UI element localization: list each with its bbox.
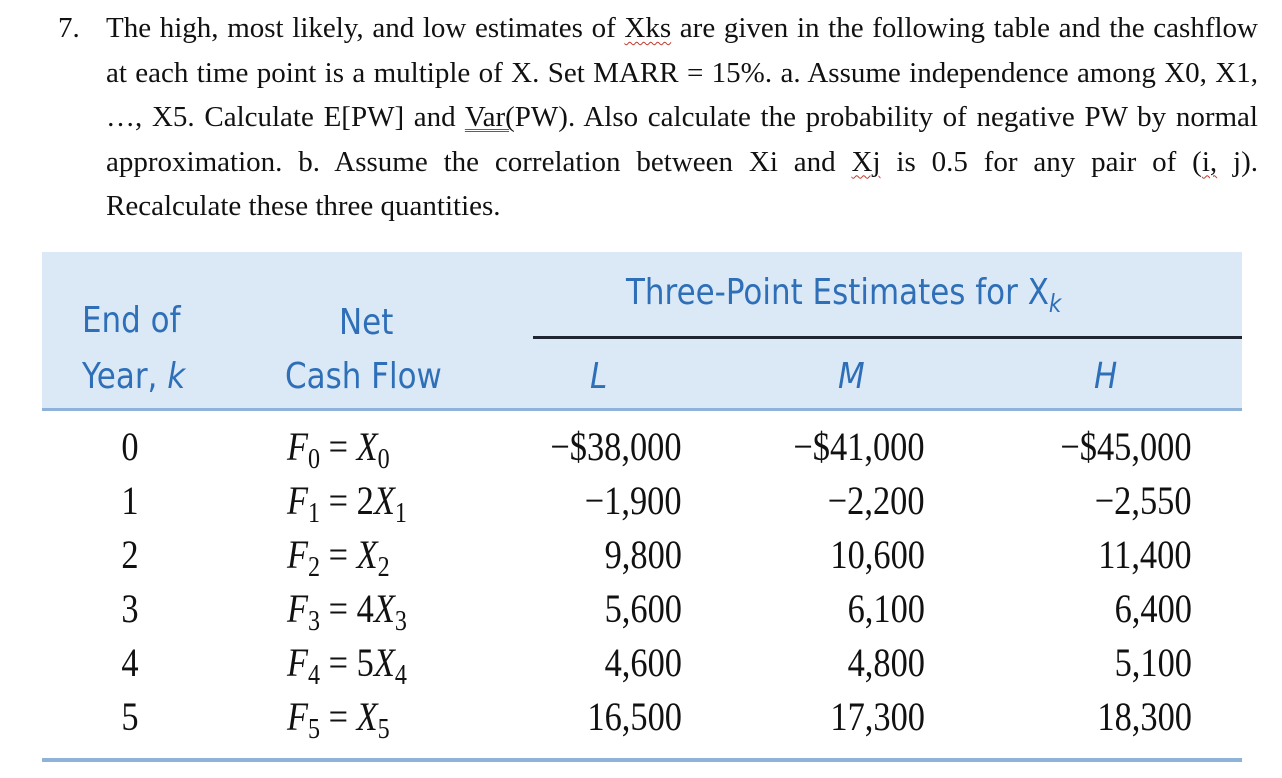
year-cell: 2 [121, 532, 139, 577]
header-col-H: H [1094, 356, 1118, 397]
year-cell: 5 [121, 694, 139, 739]
year-cell: 1 [121, 478, 139, 523]
estimate-L-cell: 9,800 [604, 532, 682, 577]
header-year-k: Year, k [82, 356, 186, 397]
estimate-H-cell: 5,100 [1114, 640, 1192, 685]
table-bottom-rule [42, 758, 1242, 762]
header-col-M: M [838, 356, 865, 397]
header-end-of: End of [82, 300, 181, 341]
estimate-H-cell: −2,550 [1095, 478, 1192, 523]
estimate-H-cell: −$45,000 [1060, 424, 1192, 469]
spellcheck-flag: Xj [851, 145, 881, 178]
estimate-L-cell: 4,600 [604, 640, 682, 685]
grammar-flag: Var( [464, 101, 515, 133]
header-group-rule [533, 336, 1242, 339]
problem-text-segment: PW). Also calculate the probability of negative PW by normal approximation. b. Assume the correlation between Xi and [106, 101, 1258, 178]
problem-text [106, 6, 1258, 229]
spellcheck-flag: Xks [624, 12, 672, 44]
cash-flow-formula: $F_4 = 5X_4$ [287, 640, 407, 691]
problem-text-segment: are given in the following table and the cashflow at each time point is a multiple of X. Set MARR = 15%. a. Assume independence among X0, X1, …, X5. Calculate E[PW] and [106, 12, 1258, 133]
cash-flow-formula: $F_5 = X_5$ [287, 694, 390, 745]
header-cash-flow: Cash Flow [285, 356, 442, 397]
estimate-M-cell: −$41,000 [793, 424, 925, 469]
year-cell: 0 [121, 424, 139, 469]
estimate-M-cell: 4,800 [847, 640, 925, 685]
estimate-H-cell: 18,300 [1097, 694, 1192, 739]
estimate-L-cell: 16,500 [587, 694, 682, 739]
header-bottom-rule [42, 408, 1242, 411]
problem-text-segment: The high, most likely, and low estimates of [106, 12, 625, 44]
header-col-L: L [590, 356, 608, 397]
estimate-H-cell: 11,400 [1098, 532, 1192, 577]
problem-number: 7. [58, 12, 80, 44]
cash-flow-formula: $F_3 = 4X_3$ [287, 586, 407, 637]
estimate-M-cell: 10,600 [830, 532, 925, 577]
cash-flow-formula: $F_2 = X_2$ [287, 532, 390, 583]
estimate-M-cell: 17,300 [830, 694, 925, 739]
year-cell: 4 [121, 640, 139, 685]
problem-text-segment: j). Recalculate these three quantities. [106, 145, 1258, 222]
year-cell: 3 [121, 586, 139, 631]
spellcheck-flag: i, [1201, 145, 1218, 178]
header-three-point-estimates: Three-Point Estimates for $X_k$ [626, 272, 1062, 318]
estimate-H-cell: 6,400 [1114, 586, 1192, 631]
problem-statement [58, 6, 1258, 229]
estimate-L-cell: 5,600 [604, 586, 682, 631]
estimates-table [42, 252, 1242, 768]
estimate-L-cell: −$38,000 [550, 424, 682, 469]
cash-flow-formula: $F_0 = X_0$ [287, 424, 390, 475]
estimate-L-cell: −1,900 [585, 478, 682, 523]
header-net: Net [339, 302, 394, 343]
problem-text-segment: is 0.5 for any pair of ( [880, 145, 1202, 178]
estimate-M-cell: −2,200 [828, 478, 925, 523]
estimate-M-cell: 6,100 [847, 586, 925, 631]
cash-flow-formula: $F_1 = 2X_1$ [287, 478, 407, 529]
